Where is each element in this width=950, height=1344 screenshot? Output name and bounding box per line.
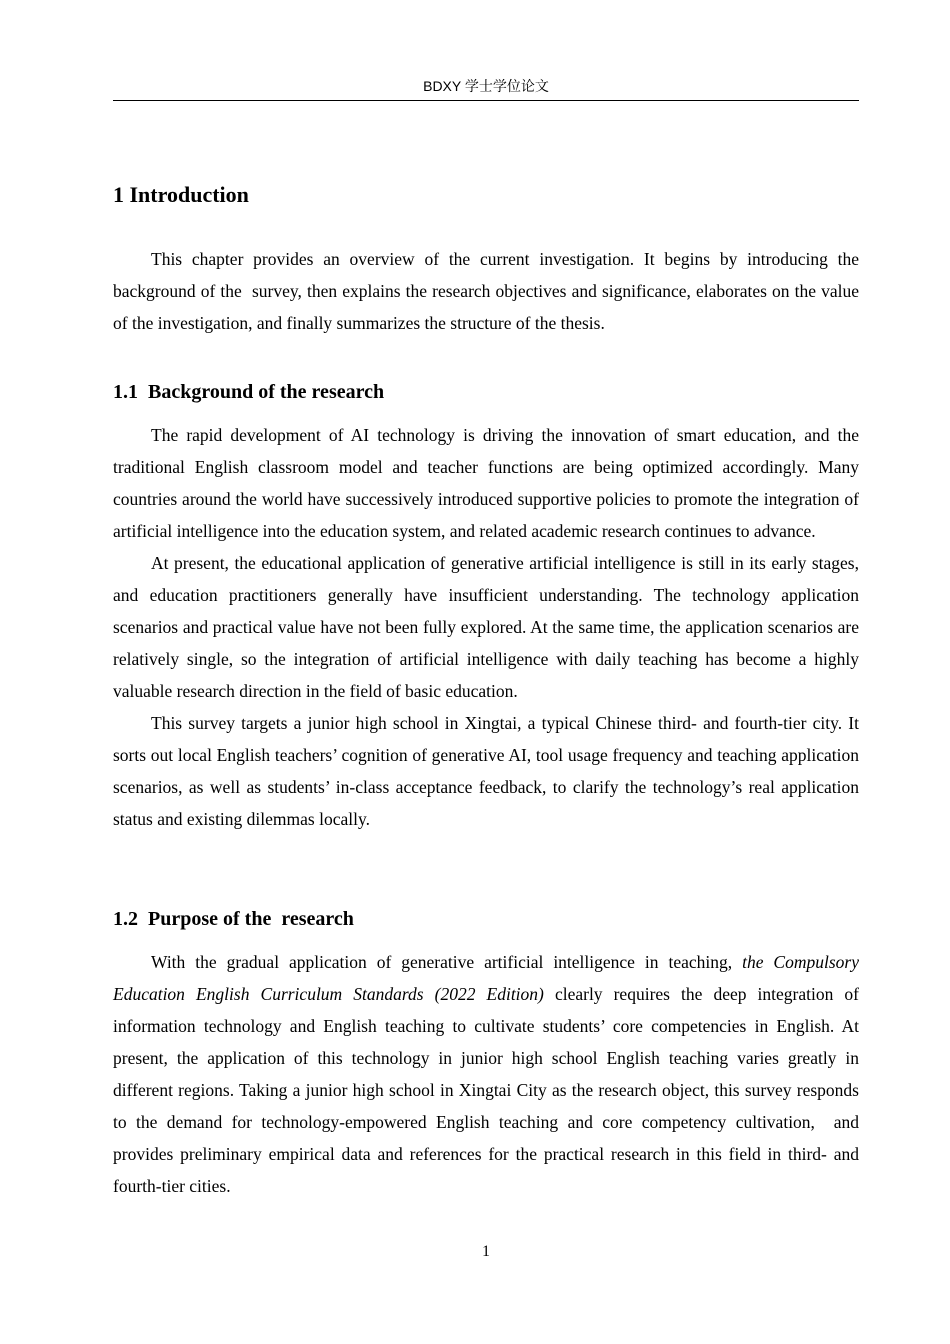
purpose-paragraph bbox=[113, 946, 864, 1202]
background-paragraph: The rapid development of AI technology is driving the innovation of smart education, and the traditional English classroom model and teacher functions are being optimized accordingly. Many countries around the world have successively introduced supportive policies to promote the integration of artificial intelligence into the education system, and related academic research continues to advance. bbox=[113, 425, 864, 541]
header-rule bbox=[113, 100, 859, 101]
background-paragraph: This survey targets a junior high school in Xingtai, a typical Chinese third- and fourth-tier city. It sorts out local English teachers’ cognition of generative AI, tool usage frequency and teaching application scenarios, as well as students’ in-class acceptance feedback, to clarify the technology’s real application status and existing dilemmas locally. bbox=[113, 713, 864, 829]
curriculum-standards-title: the Compulsory Education English Curriculum Standards (2022 Edition) bbox=[113, 952, 864, 1004]
section-background-body bbox=[113, 419, 864, 835]
section-heading-purpose: 1.2 Purpose of the research bbox=[113, 908, 354, 930]
page-number: 1 bbox=[482, 1243, 490, 1260]
purpose-lead-text: With the gradual application of generative artificial intelligence in teaching, bbox=[151, 952, 733, 972]
section-purpose-body bbox=[113, 946, 864, 1202]
chapter-intro-paragraph: This chapter provides an overview of the current investigation. It begins by introducing the background of the survey, then explains the research objectives and significance, elaborates on the value of the investigation, and finally summarizes the structure of the thesis. bbox=[113, 249, 864, 333]
section-heading-background: 1.1 Background of the research bbox=[113, 381, 385, 403]
running-header: BDXY 学士学位论文 bbox=[423, 78, 549, 94]
background-paragraph: At present, the educational application of generative artificial intelligence is still in its early stages, and education practitioners generally have insufficient understanding. The technology application scenarios and practical value have not been fully explored. At the same time, the application scenarios are relatively single, so the integration of artificial intelligence with daily teaching has become a highly valuable research direction in the field of basic education. bbox=[113, 553, 864, 701]
chapter-intro bbox=[113, 243, 864, 339]
purpose-rest-text: clearly requires the deep integration of information technology and English teaching to cultivate students’ core competencies in English. At present, the application of this technology in junior high school English teaching varies greatly in different regions. Taking a junior high school in Xingtai City as the research object, this survey responds to the demand for technology-empowered English teaching and core competency cultivation, and provides preliminary empirical data and references for the practical research in this field in third- and fourth-tier cities. bbox=[113, 984, 864, 1196]
chapter-title: 1 Introduction bbox=[113, 182, 249, 207]
